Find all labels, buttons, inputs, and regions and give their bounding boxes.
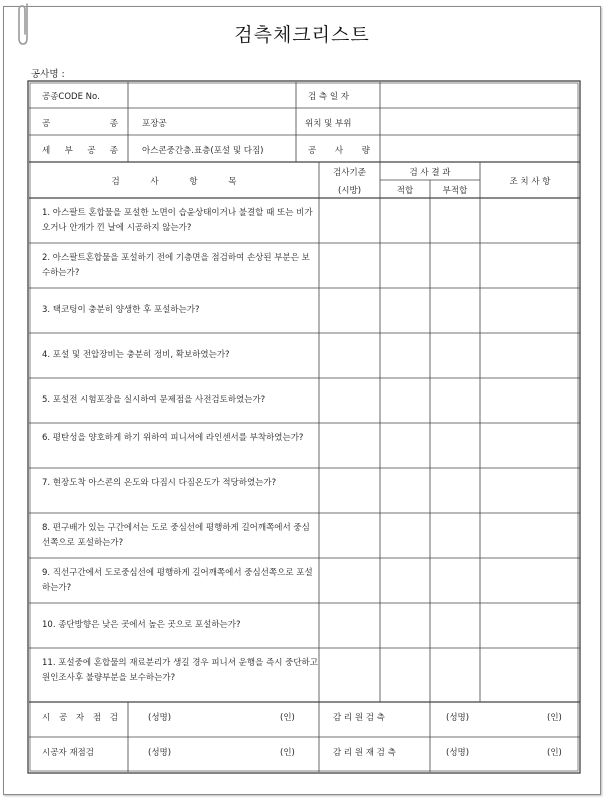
contractor-check-label: 시 공 자 점 검 bbox=[42, 713, 118, 723]
inspection-item-header: 검 사 항 목 bbox=[111, 177, 237, 187]
contractor-recheck-label: 시공자 재점검 bbox=[42, 748, 94, 758]
code-label: 공종CODE No. bbox=[42, 92, 100, 102]
standard-sub-header: (시방) bbox=[337, 186, 362, 196]
question-7: 7. 현장도착 아스콘의 온도와 다짐시 다짐온도가 적당하였는가? bbox=[42, 478, 277, 488]
question-9: 9. 직선구간에서 도로중심선에 평행하게 길어깨쪽에서 중심선쪽으로 포설하는가? bbox=[42, 568, 313, 593]
supervisor-check-seal: (인) bbox=[547, 713, 562, 723]
question-10: 10. 종단방향은 낮은 곳에서 높은 곳으로 포설하는가? bbox=[42, 620, 241, 630]
question-8: 8. 편구배가 있는 구간에서는 도로 중심선에 평행하게 길어깨쪽에서 중심선쪽으로 포설하는가? bbox=[42, 523, 310, 548]
action-header: 조 치 사 항 bbox=[509, 177, 551, 187]
supervisor-recheck-seal: (인) bbox=[547, 748, 562, 758]
question-3: 3. 택코팅이 충분히 양생한 후 포설하는가? bbox=[42, 305, 200, 315]
supervisor-check-sign[interactable]: (성명) bbox=[446, 713, 470, 723]
contractor-check-sign[interactable]: (성명) bbox=[148, 713, 172, 723]
inspection-date-label: 검 측 일 자 bbox=[308, 92, 349, 102]
question-6: 6. 평탄성을 양호하게 하기 위하여 피니셔에 라인센서를 부착하였는가? bbox=[42, 433, 304, 443]
detail-work-value: 아스콘중간층.표층(포설 및 다짐) bbox=[142, 146, 264, 156]
standard-header: 검사기준 bbox=[333, 168, 366, 178]
detail-work-label: 세 부 공 종 bbox=[42, 146, 118, 156]
supervisor-recheck-label: 감 리 원 재 검 측 bbox=[333, 748, 396, 758]
work-type-value: 포장공 bbox=[142, 119, 167, 129]
page-title: 검측체크리스트 bbox=[234, 24, 370, 46]
contractor-check-seal: (인) bbox=[280, 713, 295, 723]
question-4: 4. 포설 및 전압장비는 충분히 정비, 확보하였는가? bbox=[42, 350, 230, 360]
question-11: 11. 포설중에 혼합물의 재료분리가 생길 경우 피니셔 운행을 즉시 중단하고 원인조사후 불량부분을 보수하는가? bbox=[42, 658, 318, 683]
supervisor-recheck-sign[interactable]: (성명) bbox=[446, 748, 470, 758]
work-type-label: 공 종 bbox=[42, 119, 118, 129]
project-name-label: 공사명 : bbox=[31, 69, 65, 80]
question-2: 2. 아스팔트혼합물을 포설하기 전에 기층면을 점검하여 손상된 부분은 보수하는가? bbox=[42, 253, 310, 278]
pass-header: 적합 bbox=[396, 186, 414, 196]
contractor-recheck-sign[interactable]: (성명) bbox=[148, 748, 172, 758]
question-5: 5. 포설전 시험포장을 실시하여 문제점을 사전검토하였는가? bbox=[42, 395, 266, 405]
fail-header: 부적합 bbox=[442, 186, 468, 196]
contractor-recheck-seal: (인) bbox=[280, 748, 295, 758]
quantity-label: 공 사 량 bbox=[308, 146, 370, 156]
location-label: 위치 및 부위 bbox=[305, 119, 352, 129]
result-header: 검 사 결 과 bbox=[409, 168, 451, 178]
question-1: 1. 아스팔트 혼합물을 포설한 노면이 습윤상태이거나 불결할 때 또는 비가 오거나 안개가 낀 날에 시공하지 않는가? bbox=[42, 208, 313, 233]
supervisor-check-label: 감 리 원 검 측 bbox=[333, 713, 385, 723]
